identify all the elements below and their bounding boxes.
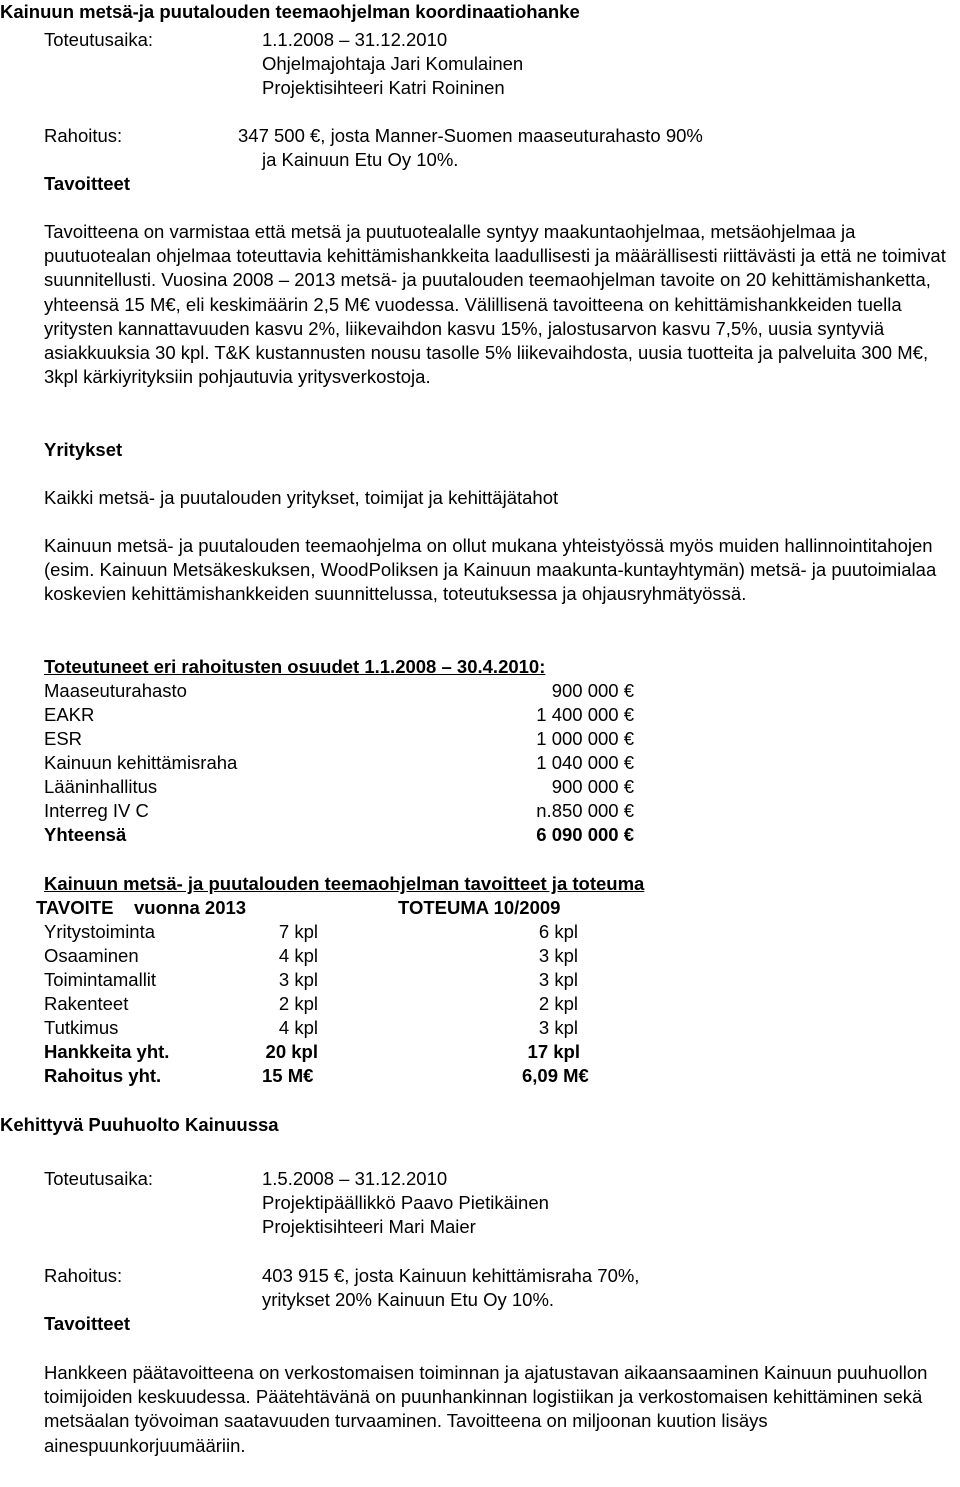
goals-heading: Kainuun metsä- ja puutalouden teemaohjelman tavoitteet ja toteuma bbox=[44, 873, 645, 894]
goals-row-target: 4 kpl bbox=[278, 945, 318, 966]
funding-row-label: Interreg IV C bbox=[44, 800, 149, 821]
funding-row-value: n.850 000 € bbox=[536, 800, 634, 821]
funding-row-value: 1 000 000 € bbox=[536, 728, 634, 749]
goals-total-target: 15 M€ bbox=[262, 1065, 314, 1086]
funding-row-value: 900 000 € bbox=[551, 776, 634, 797]
funding-row-label: EAKR bbox=[44, 704, 95, 725]
rahoitus-label: Rahoitus: bbox=[44, 1265, 123, 1286]
goals-row-target: 3 kpl bbox=[278, 969, 318, 990]
funding-row-label: Kainuun kehittämisraha bbox=[44, 752, 238, 773]
yritykset-heading: Yritykset bbox=[44, 439, 123, 460]
tavoitteet-heading: Tavoitteet bbox=[44, 1313, 131, 1334]
goals-row-target: 2 kpl bbox=[278, 993, 318, 1014]
section1-title: Kainuun metsä-ja puutalouden teemaohjelman koordinaatiohanke bbox=[0, 1, 580, 22]
toteutusaika-label: Toteutusaika: bbox=[44, 29, 154, 50]
toteutusaika-value: 1.1.2008 – 31.12.2010 bbox=[262, 29, 448, 50]
goals-row-target: 7 kpl bbox=[278, 921, 318, 942]
goals-col-actual-header: TOTEUMA 10/2009 bbox=[398, 897, 561, 918]
goals-row-target: 4 kpl bbox=[278, 1017, 318, 1038]
goals-row-label: Toimintamallit bbox=[44, 969, 157, 990]
rahoitus-label: Rahoitus: bbox=[44, 125, 123, 146]
toteutusaika-label: Toteutusaika: bbox=[44, 1168, 154, 1189]
rahoitus-line2: ja Kainuun Etu Oy 10%. bbox=[262, 149, 459, 170]
funding-total-value: 6 090 000 € bbox=[536, 824, 634, 845]
funding-row-value: 1 400 000 € bbox=[536, 704, 634, 725]
rahoitus-line1: 347 500 €, josta Manner-Suomen maaseuturahasto 90% bbox=[238, 125, 703, 146]
project-secretary: Projektisihteeri Katri Roininen bbox=[262, 77, 505, 98]
tavoitteet-paragraph: Hankkeen päätavoitteena on verkostomaisen toiminnan ja ajatustavan aikaansaaminen Kainuun puuhuollon toimijoiden keskuudessa. Päätehtävänä on puunhankinnan logistiikan ja verkostomaisen kehittäminen sekä metsäalan työvoiman saatavuuden turvaaminen. Tavoitteena on miljoonan kuution lisäys ainespuunkorjuumääriin. bbox=[44, 1362, 928, 1456]
goals-row-label: Yritystoiminta bbox=[44, 921, 156, 942]
funding-row-label: Maaseuturahasto bbox=[44, 680, 187, 701]
goals-total-label: Rahoitus yht. bbox=[44, 1065, 162, 1086]
goals-row-actual: 2 kpl bbox=[538, 993, 578, 1014]
toteutusaika-value: 1.5.2008 – 31.12.2010 bbox=[262, 1168, 448, 1189]
goals-row-actual: 3 kpl bbox=[538, 969, 578, 990]
rahoitus-line1: 403 915 €, josta Kainuun kehittämisraha 70%, bbox=[262, 1265, 640, 1286]
funding-row-value: 900 000 € bbox=[551, 680, 634, 701]
goals-col-target-header: TAVOITE vuonna 2013 bbox=[36, 897, 247, 918]
funding-row-label: ESR bbox=[44, 728, 83, 749]
tavoitteet-heading: Tavoitteet bbox=[44, 173, 131, 194]
project-manager: Projektipäällikkö Paavo Pietikäinen bbox=[262, 1192, 549, 1213]
goals-total-actual: 6,09 M€ bbox=[522, 1065, 589, 1086]
goals-total-label: Hankkeita yht. bbox=[44, 1041, 170, 1062]
funding-total-label: Yhteensä bbox=[44, 824, 127, 845]
funding-row-label: Lääninhallitus bbox=[44, 776, 158, 797]
funding-heading: Toteutuneet eri rahoitusten osuudet 1.1.2008 – 30.4.2010: bbox=[44, 656, 546, 677]
project-secretary: Projektisihteeri Mari Maier bbox=[262, 1216, 476, 1237]
tavoitteet-paragraph: Tavoitteena on varmistaa että metsä ja puutuotealalle syntyy maakuntaohjelmaa, metsäohjelmaa ja puutuotealan ohjelmaa toteuttavia kehittämishankkeita laadullisesti ja määrällisesti riittävästi ja että ne toimivat suunnitellusti. Vuosina 2008 – 2013 metsä- ja puutalouden teemaohjelman tavoite on 20 kehittämishanketta, yhteensä 15 M€, eli keskimäärin 2,5 M€ vuodessa. Välillisenä tavoitteena on kehittämishankkeiden tuella yritysten kannattavuuden kasvu 2%, liikevaihdon kasvu 15%, jalostusarvon kasvu 7,5%, uusia syntyviä asiakkuuksia 30 kpl. T&K kustannusten nousu tasolle 5% liikevaihdosta, uusia tuotteita ja palveluita 300 M€, 3kpl kärkiyrityksiin pohjautuvia yritysverkostoja. bbox=[44, 221, 946, 388]
goals-total-target: 20 kpl bbox=[265, 1041, 318, 1062]
yritykset-text: Kaikki metsä- ja puutalouden yritykset, toimijat ja kehittäjätahot bbox=[44, 487, 559, 508]
goals-row-label: Osaaminen bbox=[44, 945, 139, 966]
goals-total-actual: 17 kpl bbox=[527, 1041, 580, 1062]
goals-row-actual: 6 kpl bbox=[538, 921, 578, 942]
yhteistyo-paragraph: Kainuun metsä- ja puutalouden teemaohjelma on ollut mukana yhteistyössä myös muiden hallinnointitahojen (esim. Kainuun Metsäkeskuksen, WoodPoliksen ja Kainuun maakunta-kuntayhtymän) metsä- ja puutoimialaa koskevien kehittämishankkeiden suunnittelussa, toteutuksessa ja ohjausryhmätyössä. bbox=[44, 535, 937, 605]
goals-row-actual: 3 kpl bbox=[538, 945, 578, 966]
rahoitus-line2: yritykset 20% Kainuun Etu Oy 10%. bbox=[262, 1289, 555, 1310]
program-director: Ohjelmajohtaja Jari Komulainen bbox=[262, 53, 524, 74]
goals-row-actual: 3 kpl bbox=[538, 1017, 578, 1038]
goals-row-label: Rakenteet bbox=[44, 993, 129, 1014]
section2-title: Kehittyvä Puuhuolto Kainuussa bbox=[0, 1114, 279, 1135]
goals-row-label: Tutkimus bbox=[44, 1017, 119, 1038]
funding-row-value: 1 040 000 € bbox=[536, 752, 634, 773]
